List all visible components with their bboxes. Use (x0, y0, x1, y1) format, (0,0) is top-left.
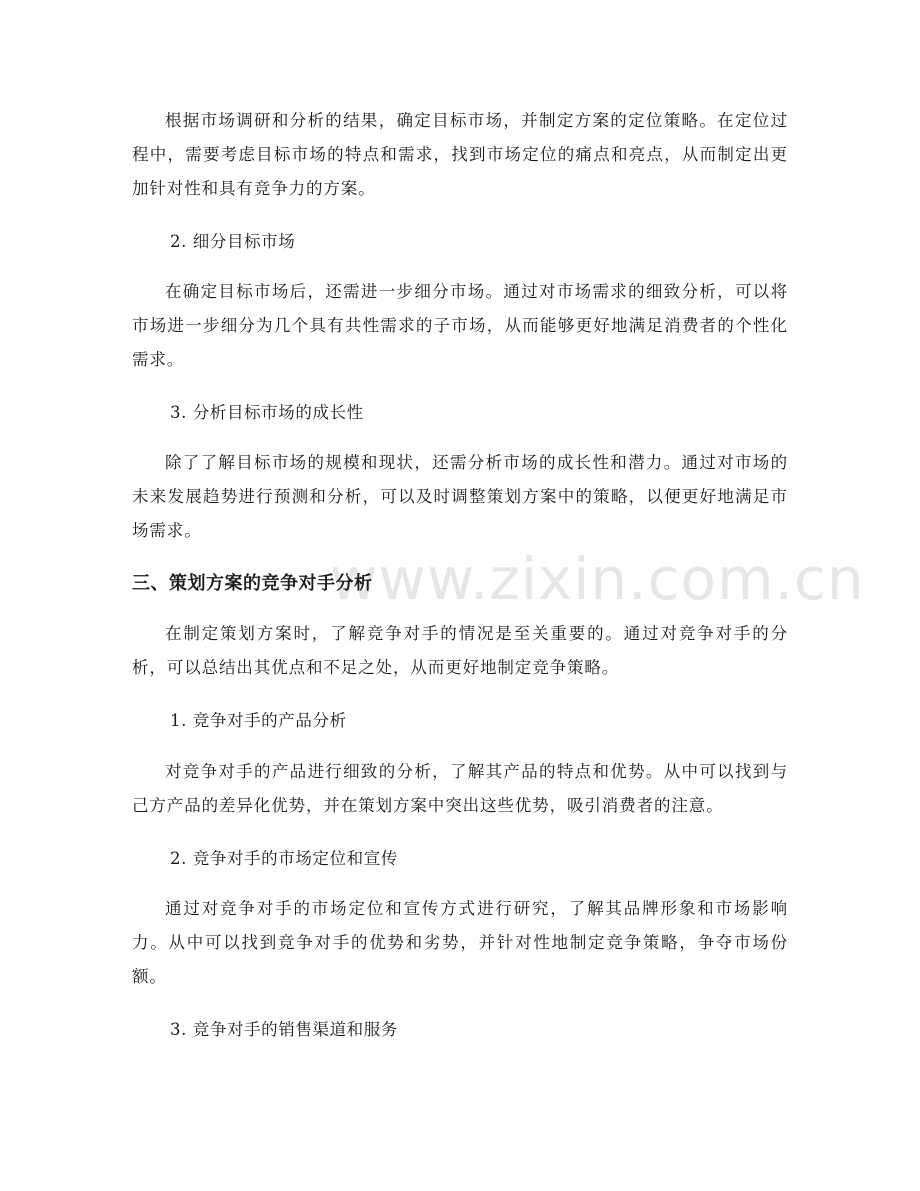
subheading-market-growth: 3. 分析目标市场的成长性 (170, 403, 364, 422)
paragraph-positioning-strategy: 根据市场调研和分析的结果，确定目标市场，并制定方案的定位策略。在定位过程中，需要考虑目标市场的特点和需求，找到市场定位的痛点和亮点，从而制定出更加针对性和具有竞争力的方案。 (132, 111, 788, 198)
paragraph-segment-market: 在确定目标市场后，还需进一步细分市场。通过对市场需求的细致分析，可以将市场进一步细分为几个具有共性需求的子市场，从而能够更好地满足消费者的个性化需求。 (132, 282, 788, 369)
subheading-competitor-products: 1. 竞争对手的产品分析 (170, 711, 347, 730)
paragraph-competitor-products: 对竞争对手的产品进行细致的分析，了解其产品的特点和优势。从中可以找到与己方产品的差异化优势，并在策划方案中突出这些优势，吸引消费者的注意。 (132, 762, 788, 815)
paragraph-competitor-positioning: 通过对竞争对手的市场定位和宣传方式进行研究，了解其品牌形象和市场影响力。从中可以找到竞争对手的优势和劣势，并针对性地制定竞争策略，争夺市场份额。 (132, 899, 788, 986)
subheading-segment-market: 2. 细分目标市场 (170, 232, 296, 251)
subheading-competitor-channels: 3. 竞争对手的销售渠道和服务 (170, 1020, 398, 1039)
paragraph-market-growth: 除了了解目标市场的规模和现状，还需分析市场的成长性和潜力。通过对市场的未来发展趋势进行预测和分析，可以及时调整策划方案中的策略，以便更好地满足市场需求。 (132, 453, 788, 540)
section-heading-competitor-analysis: 三、策划方案的竞争对手分析 (132, 573, 373, 594)
subheading-competitor-positioning: 2. 竞争对手的市场定位和宣传 (170, 849, 398, 868)
watermark: www.zixin.com.cn (330, 545, 865, 613)
paragraph-competitor-intro: 在制定策划方案时，了解竞争对手的情况是至关重要的。通过对竞争对手的分析，可以总结出其优点和不足之处，从而更好地制定竞争策略。 (132, 624, 788, 677)
